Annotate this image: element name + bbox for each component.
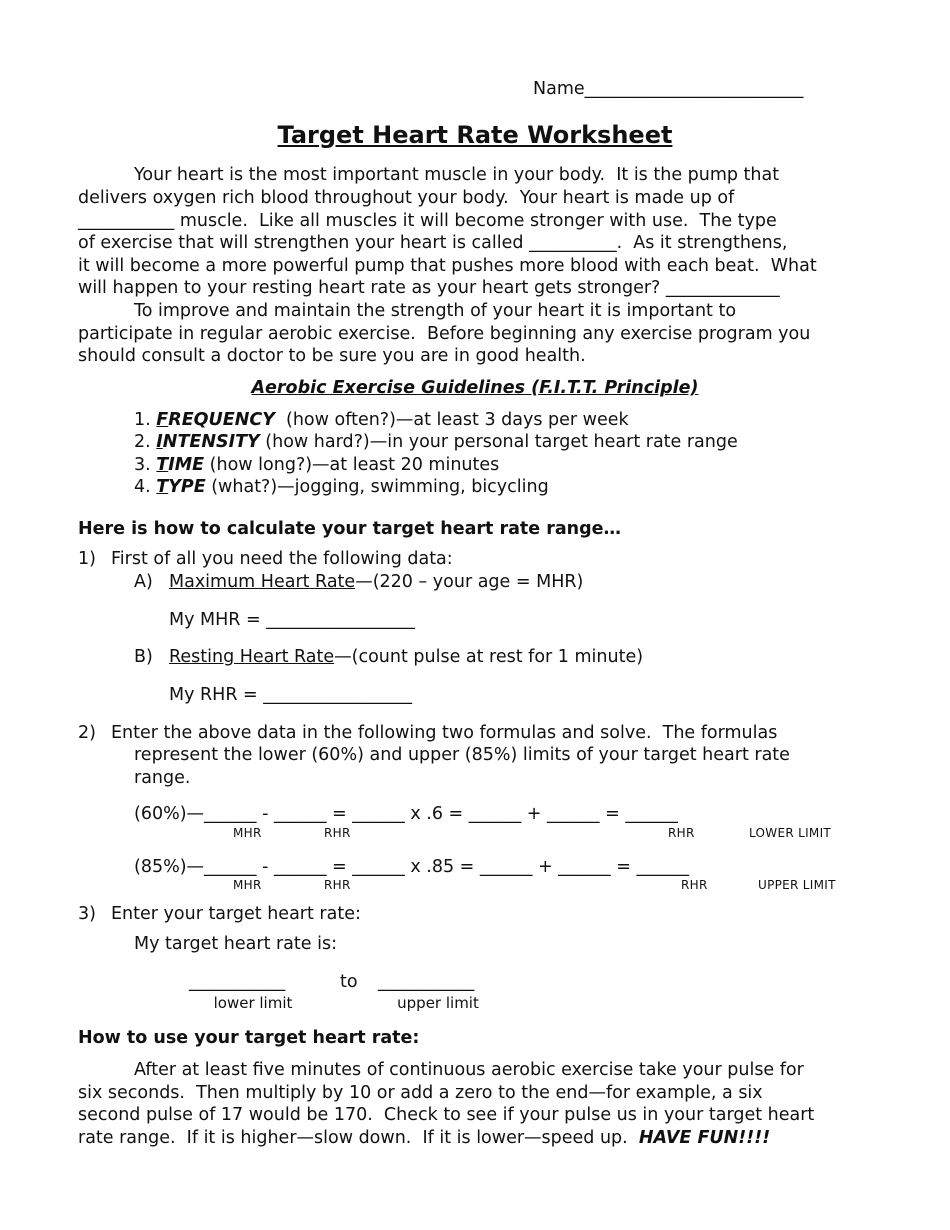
formula-60-rhr-label: RHR [324, 826, 351, 840]
intro-line-9: should consult a doctor to be sure you are in good health. [78, 346, 586, 366]
to-word: to [340, 972, 358, 992]
my-mhr-field: My MHR = _________________ [169, 610, 415, 630]
my-rhr-field: My RHR = _________________ [169, 685, 413, 705]
intro-line-5: it will become a more powerful pump that pushes more blood with each beat. What [78, 256, 817, 276]
intro-line-3: ___________ muscle. Like all muscles it will become stronger with use. The type [78, 211, 777, 231]
have-fun-text: HAVE FUN!!!! [638, 1128, 771, 1148]
step1-text: First of all you need the following data: [111, 549, 453, 569]
upper-limit-blank: ___________ [378, 972, 475, 992]
step3-text: Enter your target heart rate: [111, 904, 361, 924]
step3-sub: My target heart rate is: [134, 934, 337, 954]
guideline-frequency: 1. FREQUENCY (how often?)—at least 3 days per week [134, 410, 629, 430]
step1-b-text: Resting Heart Rate—(count pulse at rest for 1 minute) [169, 647, 644, 667]
guideline-type: 4. TYPE (what?)—jogging, swimming, bicycling [134, 477, 549, 497]
step1-a-label: A) [134, 572, 153, 592]
guideline-intensity: 2. INTENSITY (how hard?)—in your personal target heart rate range [134, 432, 738, 452]
formula-60-lower-limit-label: LOWER LIMIT [749, 826, 832, 840]
formula-85: (85%)—______ - ______ = ______ x .85 = ______ + ______ = ______ [134, 857, 689, 877]
step2-line-1: Enter the above data in the following two formulas and solve. The formulas [111, 723, 778, 743]
formula-60: (60%)—______ - ______ = ______ x .6 = ______ + ______ = ______ [134, 804, 678, 824]
intro-line-1: Your heart is the most important muscle in your body. It is the pump that [134, 165, 780, 185]
step1-num: 1) [78, 549, 96, 569]
intro-line-4: of exercise that will strengthen your heart is called __________. As it strengthens, [78, 233, 788, 253]
guideline-time: 3. TIME (how long?)—at least 20 minutes [134, 455, 500, 475]
page-title: Target Heart Rate Worksheet [277, 121, 673, 149]
step1-a-text: Maximum Heart Rate—(220 – your age = MHR) [169, 572, 584, 592]
use-line-2: six seconds. Then multiply by 10 or add a zero to the end—for example, a six [78, 1083, 763, 1103]
lower-limit-blank: ___________ [189, 972, 286, 992]
formula-60-rhr-label-2: RHR [668, 826, 695, 840]
intro-line-6: will happen to your resting heart rate as your heart gets stronger? _____________ [78, 278, 780, 298]
lower-limit-label: lower limit [213, 994, 293, 1012]
step2-num: 2) [78, 723, 96, 743]
intro-line-2: delivers oxygen rich blood throughout your body. Your heart is made up of [78, 188, 735, 208]
step2-line-3: range. [134, 768, 191, 788]
formula-60-mhr-label: MHR [233, 826, 262, 840]
step3-num: 3) [78, 904, 96, 924]
guidelines-heading: Aerobic Exercise Guidelines (F.I.T.T. Principle) [251, 378, 699, 398]
use-line-3: second pulse of 17 would be 170. Check to see if your pulse us in your target heart [78, 1105, 815, 1125]
use-heading: How to use your target heart rate: [78, 1028, 420, 1048]
formula-85-rhr-label-2: RHR [681, 878, 708, 892]
intro-line-8: participate in regular aerobic exercise. Before beginning any exercise program you [78, 324, 811, 344]
formula-85-mhr-label: MHR [233, 878, 262, 892]
step2-line-2: represent the lower (60%) and upper (85%) limits of your target heart rate [134, 745, 790, 765]
formula-85-rhr-label: RHR [324, 878, 351, 892]
upper-limit-label: upper limit [397, 994, 479, 1012]
use-line-1: After at least five minutes of continuous aerobic exercise take your pulse for [134, 1060, 804, 1080]
name-field-label: Name_________________________ [533, 79, 804, 99]
step1-b-label: B) [134, 647, 153, 667]
calc-heading: Here is how to calculate your target heart rate range… [78, 519, 622, 539]
use-line-4: rate range. If it is higher—slow down. If it is lower—speed up. HAVE FUN!!!! [78, 1128, 771, 1148]
intro-line-7: To improve and maintain the strength of your heart it is important to [134, 301, 737, 321]
formula-85-upper-limit-label: UPPER LIMIT [758, 878, 836, 892]
